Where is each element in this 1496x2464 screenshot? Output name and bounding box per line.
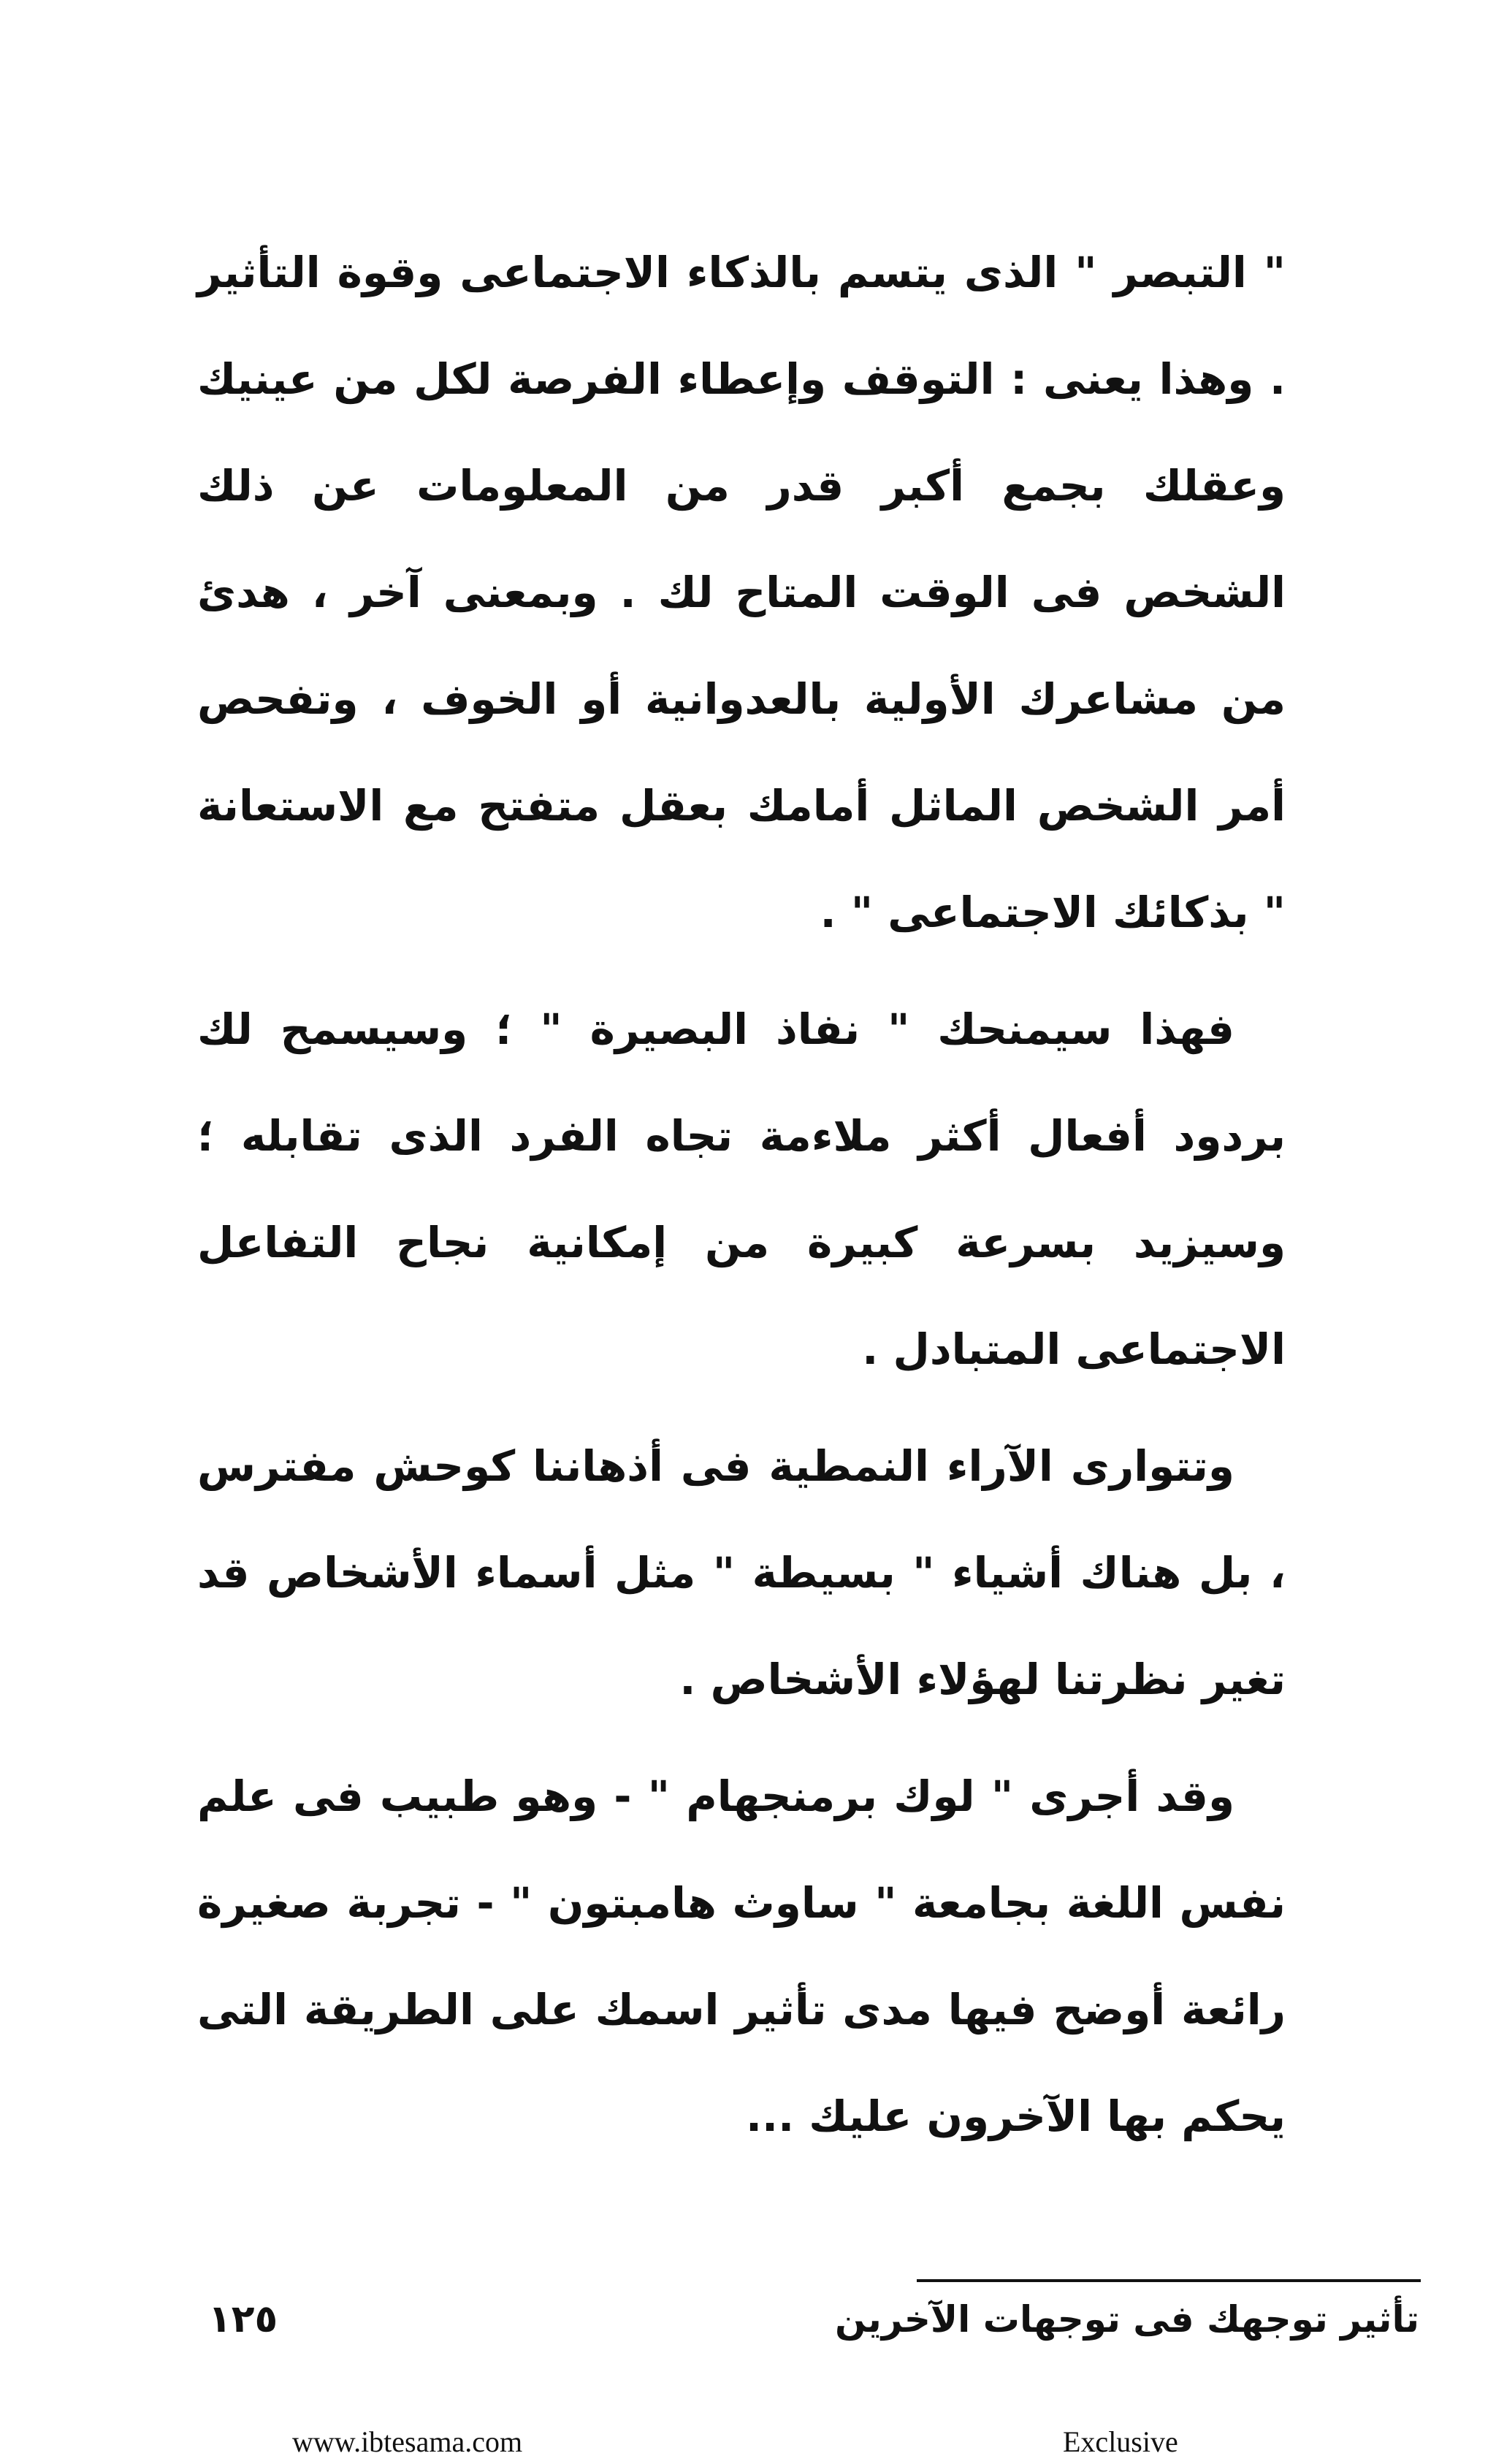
footer-divider (917, 2279, 1421, 2282)
watermark-url: www.ibtesama.com (292, 2425, 523, 2458)
running-footer-title: تأثير توجهك فى توجهات الآخرين (835, 2298, 1419, 2341)
paragraph-1: " التبصر " الذى يتسم بالذكاء الاجتماعى وقوة التأثير . وهذا يعنى : التوقف وإعطاء الفرصة لكل من عينيك وعقلك بجمع أكبر قدر من المعلومات عن ذلك الشخص فى الوقت المتاح لك . وبمعنى آخر ، هدئ من مشاعرك الأولية بالعدوانية أو الخوف ، وتفحص أمر الشخص الماثل أمامك بعقل متفتح مع الاستعانة " بذكائك الاجتماعى " . (197, 248, 1286, 937)
body-text (197, 219, 1286, 2180)
page-number: ١٢٥ (208, 2297, 278, 2341)
paragraph-4: وقد أجرى " لوك برمنجهام " - وهو طبيب فى علم نفس اللغة بجامعة " ساوث هامبتون " - تجربة صغيرة رائعة أوضح فيها مدى تأثير اسمك على الطريقة التى يحكم بها الآخرون عليك ... (197, 1771, 1286, 2141)
paragraph-2: فهذا سيمنحك " نفاذ البصيرة " ؛ وسيسمح لك بردود أفعال أكثر ملاءمة تجاه الفرد الذى تقابله ؛ وسيزيد بسرعة كبيرة من إمكانية نجاح التفاعل الاجتماعى المتبادل . (197, 1004, 1286, 1374)
paragraph-3: وتتوارى الآراء النمطية فى أذهاننا كوحش مفترس ، بل هناك أشياء " بسيطة " مثل أسماء الأشخاص قد تغير نظرتنا لهؤلاء الأشخاص . (197, 1441, 1286, 1704)
watermark-exclusive: Exclusive (1063, 2425, 1178, 2458)
